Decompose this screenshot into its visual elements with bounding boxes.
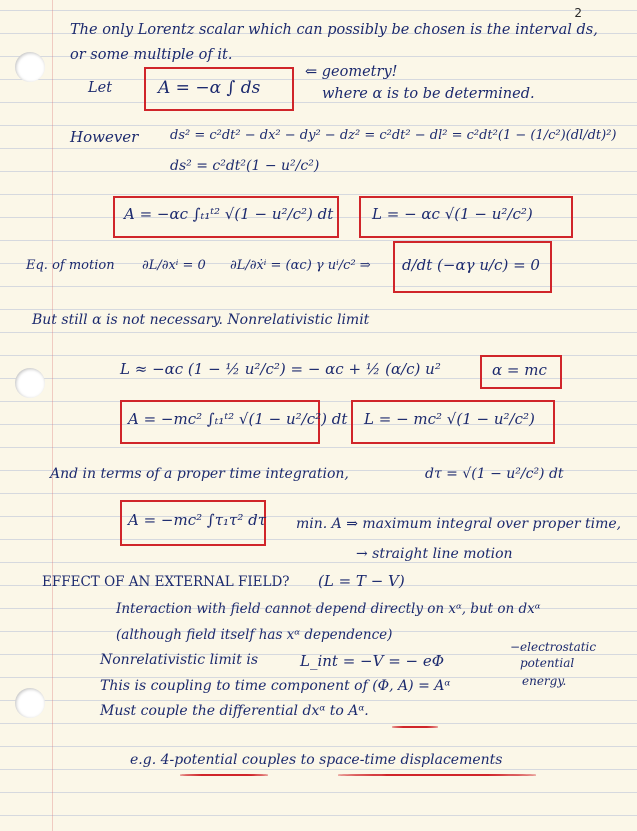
note-energy: energy. — [522, 674, 567, 688]
text-proper-time: And in terms of a proper time integration, — [50, 466, 349, 482]
interval-equation: ds² = c²dt² − dx² − dy² − dz² = c²dt² − dl² = c²dt²(1 − (1/c²)(dl/dt)²) — [170, 128, 617, 143]
binder-hole-top — [15, 52, 45, 82]
action-equation-4: A = −mc² ∫τ₁τ² dτ — [128, 511, 267, 529]
binder-hole-bottom — [15, 688, 45, 718]
text-eq-of-motion: Eq. of motion — [26, 258, 115, 273]
geometry-note: ⇐ geometry! — [305, 64, 398, 80]
equation-of-motion: d/dt (−αγ u/c) = 0 — [402, 256, 540, 274]
el-equation-2: ∂L/∂ẋⁱ = (αc) γ uⁱ/c² ⇒ — [230, 258, 371, 273]
heading-external-field: EFFECT OF AN EXTERNAL FIELD? — [42, 574, 290, 590]
text-interaction: Interaction with field cannot depend directly on xᵅ, but on dxᵅ — [116, 601, 541, 617]
lagrangian-equation-1: L = − αc √(1 − u²/c²) — [372, 205, 533, 223]
action-equation-2: A = −αc ∫ₜ₁ᵗ² √(1 − u²/c²) dt — [124, 205, 334, 223]
interaction-lagrangian: L_int = −V = − eΦ — [300, 652, 445, 670]
text-field-dependence: (although field itself has xᵅ dependence) — [116, 627, 393, 643]
lagrangian-expansion: L ≈ −αc (1 − ½ u²/c²) = − αc + ½ (α/c) u² — [120, 360, 441, 378]
interval-equation-2: ds² = c²dt²(1 − u²/c²) — [170, 158, 320, 174]
alpha-value: α = mc — [492, 361, 547, 379]
binder-hole-middle — [15, 368, 45, 398]
text-however: However — [70, 128, 139, 146]
text-maximum-integral: min. A ⇒ maximum integral over proper time, — [296, 516, 622, 532]
text-four-potential: e.g. 4-potential couples to space-time displacements — [130, 752, 503, 768]
text-let: Let — [88, 80, 113, 96]
lagrangian-equation-2: L = − mc² √(1 − u²/c²) — [364, 410, 535, 428]
note-potential: potential — [520, 656, 575, 670]
text-must-couple: Must couple the differential dxᵅ to Aᵅ. — [100, 703, 369, 719]
el-equation-1: ∂L/∂xⁱ = 0 — [142, 258, 206, 273]
lagrangian-definition: (L = T − V) — [318, 572, 405, 590]
text-coupling-time: This is coupling to time component of (Φ, A) = Aᵅ — [100, 678, 451, 694]
text-straight-line: → straight line motion — [356, 546, 513, 562]
note-electrostatic: −electrostatic — [510, 640, 597, 654]
where-note: where α is to be determined. — [322, 86, 535, 102]
underline-four-potential — [180, 774, 268, 776]
action-equation-1: A = −α ∫ ds — [158, 78, 261, 98]
text-line-1: The only Lorentz scalar which can possibly be chosen is the interval ds, — [70, 22, 598, 38]
action-equation-3: A = −mc² ∫ₜ₁ᵗ² √(1 − u²/c²) dt — [128, 410, 348, 428]
text-line-2: or some multiple of it. — [70, 47, 233, 63]
proper-time-equation: dτ = √(1 − u²/c²) dt — [425, 466, 564, 482]
underline-space-time — [338, 774, 536, 776]
text-nonrel-limit: Nonrelativistic limit is — [100, 652, 259, 668]
page-number: 2 — [574, 6, 582, 20]
underline-dx — [392, 726, 438, 728]
margin-line — [52, 0, 53, 831]
text-nonrelativistic-limit: But still α is not necessary. Nonrelativistic limit — [32, 312, 370, 328]
